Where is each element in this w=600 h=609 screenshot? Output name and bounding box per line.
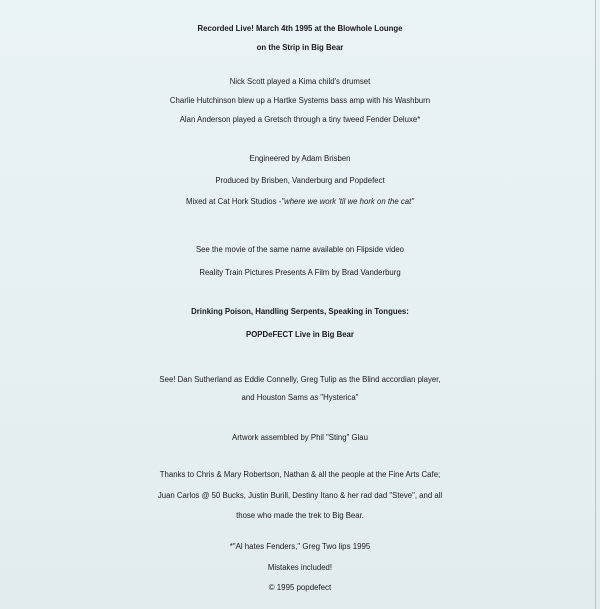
mixed-credit-quote: "where we work 'til we hork on the cat": [281, 197, 415, 206]
produced-credit: Produced by Brisben, Vanderburg and Popdefect: [215, 176, 385, 185]
artwork-credit: Artwork assembled by Phil "Sting" Glau: [232, 433, 368, 442]
mistakes-included: Mistakes included!: [267, 563, 333, 572]
movie-line-1: See the movie of the same name available on Flipside video: [195, 245, 405, 254]
movie-line-2: Reality Train Pictures Presents A Film by Brad Vanderburg: [199, 268, 401, 277]
film-title-line-1: Drinking Poison, Handling Serpents, Speaking in Tongues:: [191, 307, 409, 316]
mixed-credit: [0, 193, 600, 211]
thanks-line-2: Juan Carlos @ 50 Bucks, Justin Burill, Destiny Itano & her rad dad "Steve", and all: [157, 491, 443, 500]
cast-line-2: and Houston Sams as "Hysterica": [241, 393, 359, 402]
footnote: *"Al hates Fenders," Greg Two lips 1995: [229, 542, 371, 551]
cast-line-1: See! Dan Sutherland as Eddie Connelly, Greg Tulip as the Blind accordian player,: [159, 375, 441, 384]
thanks-line-3: those who made the trek to Big Bear.: [236, 511, 364, 520]
engineered-credit: Engineered by Adam Brisben: [249, 154, 351, 163]
recorded-live-line-2: on the Strip in Big Bear: [256, 43, 344, 52]
recorded-live-line-1: Recorded Live! March 4th 1995 at the Blowhole Lounge: [197, 24, 403, 33]
mixed-credit-prefix: Mixed at Cat Hork Studios -: [185, 197, 282, 206]
thanks-line-1: Thanks to Chris & Mary Robertson, Nathan & all the people at the Fine Arts Cafe;: [159, 470, 441, 479]
band-credit-guitar: Alan Anderson played a Gretsch through a tiny tweed Fender Deluxe*: [179, 115, 421, 124]
copyright: © 1995 popdefect: [268, 583, 332, 592]
film-title-line-2: POPDeFECT Live in Big Bear: [246, 330, 354, 339]
band-credit-bass: Charlie Hutchinson blew up a Hartke Systems bass amp with his Washburn: [169, 96, 431, 105]
band-credit-drums: Nick Scott played a Kima child's drumset: [229, 77, 371, 86]
